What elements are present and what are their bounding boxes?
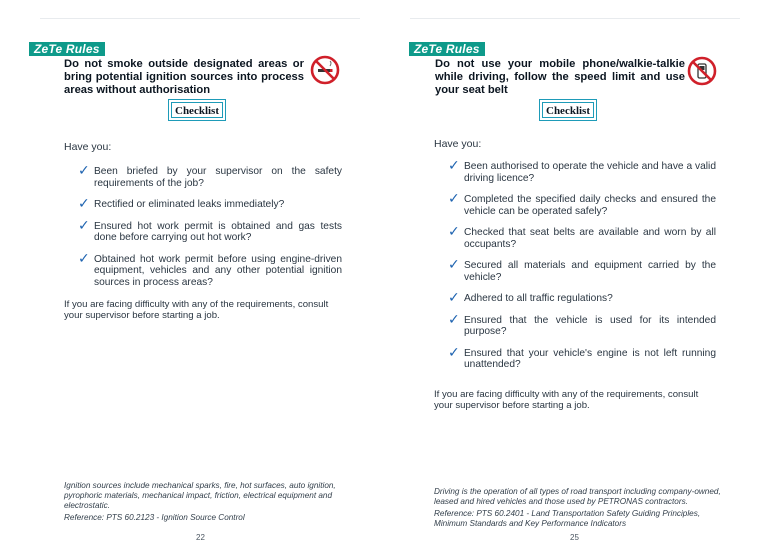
checkmark-icon: ✓: [448, 158, 460, 174]
checklist-button[interactable]: Checklist: [539, 99, 597, 121]
footnote-reference: Reference: PTS 60.2401 - Land Transportation Safety Guiding Principles, Minimum Standards and Key Performance Indicators: [434, 509, 701, 528]
checkmark-icon: ✓: [448, 344, 460, 361]
footnote-definition: Ignition sources include mechanical sparks, fire, hot surfaces, auto ignition, pyrophoric materials, mechanical impact, friction, electrical equipment and electrostatic.: [64, 481, 336, 510]
page-number: 22: [196, 533, 205, 542]
difficulty-note: If you are facing difficulty with any of the requirements, consult your supervisor before starting a job.: [64, 299, 329, 321]
checklist-item: ✓ Ensured hot work permit is obtained and gas tests done before carrying out hot work?: [78, 217, 342, 243]
checklist-item: ✓ Ensured that your vehicle's engine is not left running unattended?: [448, 344, 716, 370]
difficulty-note: If you are facing difficulty with any of the requirements, consult your supervisor before starting a job.: [434, 389, 699, 411]
checkmark-icon: ✓: [448, 290, 460, 306]
checklist-item: ✓ Been authorised to operate the vehicle and have a valid driving licence?: [448, 158, 716, 184]
checklist-item: ✓ Completed the specified daily checks and ensured the vehicle can be operated safely?: [448, 191, 716, 217]
checkmark-icon: ✓: [78, 163, 90, 179]
footnote-reference: Reference: PTS 60.2123 - Ignition Source Control: [64, 513, 245, 522]
checklist-item: ✓ Ensured that the vehicle is used for its intended purpose?: [448, 311, 716, 337]
right-page: [384, 0, 768, 543]
checklist-items: [78, 163, 342, 288]
have-you-label: Have you:: [434, 138, 482, 150]
checklist-item: ✓ Rectified or eliminated leaks immediately?: [78, 196, 285, 212]
rule-heading: Do not smoke outside designated areas or bring potential ignition sources into process areas without authorisation: [64, 58, 304, 96]
checklist-item: ✓ Secured all materials and equipment carried by the vehicle?: [448, 257, 716, 283]
rule-heading: Do not use your mobile phone/walkie-talkie while driving, follow the speed limit and use your seat belt: [435, 58, 685, 96]
checklist-item: ✓ Been briefed by your supervisor on the safety requirements of the job?: [78, 163, 342, 189]
checkmark-icon: ✓: [78, 250, 90, 267]
checkmark-icon: ✓: [78, 196, 90, 212]
checkmark-icon: ✓: [78, 217, 90, 234]
checklist-item: ✓ Obtained hot work permit before using engine-driven equipment, vehicles and any other potential ignition sources in process areas?: [78, 250, 342, 288]
zete-rules-logo: ZeTe Rules: [409, 42, 485, 56]
have-you-label: Have you:: [64, 141, 112, 153]
page-number: 25: [570, 533, 579, 542]
checkmark-icon: ✓: [448, 257, 460, 273]
no-phone-icon: [687, 56, 717, 86]
checkmark-icon: ✓: [448, 191, 460, 207]
checklist-items: [448, 158, 716, 371]
checklist-item: ✓ Adhered to all traffic regulations?: [448, 290, 613, 306]
checkmark-icon: ✓: [448, 311, 460, 328]
checklist-item: ✓ Checked that seat belts are available and worn by all occupants?: [448, 224, 716, 250]
no-smoking-icon: [310, 55, 340, 85]
footnote-definition: Driving is the operation of all types of road transport including company-owned, leased and hired vehicles and those used by PETRONAS contractors.: [434, 487, 721, 506]
checkmark-icon: ✓: [448, 224, 460, 240]
zete-rules-logo: ZeTe Rules: [29, 42, 105, 56]
checklist-button[interactable]: Checklist: [168, 99, 226, 121]
